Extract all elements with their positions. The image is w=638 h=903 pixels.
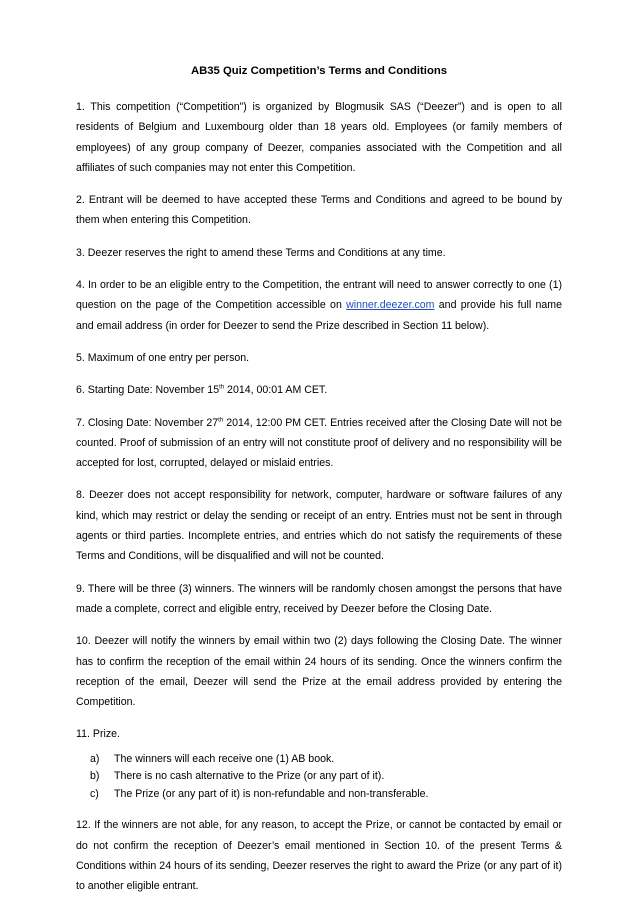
list-item-text: The winners will each receive one (1) AB book.: [114, 752, 335, 765]
clause-12: 12. If the winners are not able, for any reason, to accept the Prize, or cannot be contacted by email or do not confirm the reception of Deezer’s email mentioned in Section 10. of the present Terms & Conditions within 24 hours of its sending, Deezer reserves the right to award the Prize (or any part of it) to another eligible entrant.: [76, 819, 562, 893]
clause-1: 1. This competition (“Competition”) is organized by Blogmusik SAS (“Deezer”) and is open to all residents of Belgium and Luxembourg older than 18 years old. Employees (or family members of employees) of any group company of Deezer, companies associated with the Competition and all affiliates of such companies may not enter this Competition.: [76, 101, 562, 174]
clause-5: 5. Maximum of one entry per person.: [76, 351, 250, 364]
list-item: [90, 786, 562, 804]
competition-link[interactable]: winner.deezer.com: [346, 299, 435, 312]
clause-3: 3. Deezer reserves the right to amend these Terms and Conditions at any time.: [76, 246, 446, 259]
clause-7-ordinal-suffix: th: [218, 417, 224, 424]
clause-4-text-after: and provide his full name and email address (in order for Deezer to send the Prize described in Section 11 below).: [76, 299, 562, 332]
clause-8: 8. Deezer does not accept responsibility for network, computer, hardware or software failures of any kind, which may restrict or delay the sending or receipt of an entry. Entries must not be sent in through agents or third parties. Incomplete entries, and entries which do not satisfy the requirements of these Terms and Conditions, will be disqualified and will not be counted.: [76, 489, 562, 563]
clause-11: 11. Prize.: [76, 728, 120, 741]
list-marker: b): [90, 770, 100, 783]
list-marker: c): [90, 787, 99, 800]
list-item-text: The Prize (or any part of it) is non-refundable and non-transferable.: [114, 787, 429, 800]
clause-7-text-after: 2014, 12:00 PM CET. Entries received after the Closing Date will not be counted. Proof of submission of an entry will not constitute proof of delivery and no responsibility will be accepted for lost, corrupted, delayed or mislaid entries.: [76, 416, 562, 470]
clause-7-text-before: 7. Closing Date: November 27: [76, 416, 219, 429]
clause-4-text-before: 4. In order to be an eligible entry to the Competition, the entrant will need to answer correctly to one (1) question on the page of the Competition accessible on: [76, 279, 562, 312]
clause-9: 9. There will be three (3) winners. The winners will be randomly chosen amongst the persons that have made a complete, correct and eligible entry, received by Deezer before the Closing Date.: [76, 582, 562, 615]
list-item: [90, 751, 562, 769]
list-marker: a): [90, 752, 100, 765]
clause-6-text-before: 6. Starting Date: November 15: [76, 384, 220, 397]
list-item: [90, 768, 562, 786]
clause-6-ordinal-suffix: th: [219, 384, 225, 391]
clause-10: 10. Deezer will notify the winners by email within two (2) days following the Closing Date. The winner has to confirm the reception of the email within 24 hours of its sending. Once the winners confirm the reception of the email, Deezer will send the Prize at the email address provided by entering the Competition.: [76, 635, 562, 709]
clause-2: 2. Entrant will be deemed to have accepted these Terms and Conditions and agreed to be bound by them when entering this Competition.: [76, 194, 562, 227]
clause-4: [76, 275, 562, 336]
clause-6: [76, 380, 562, 400]
prize-list: [76, 751, 562, 804]
list-item-text: There is no cash alternative to the Prize (or any part of it).: [114, 770, 385, 783]
clause-6-text-after: 2014, 00:01 AM CET.: [224, 384, 328, 397]
clause-7: [76, 413, 562, 474]
document-title: AB35 Quiz Competition’s Terms and Conditions: [190, 65, 448, 77]
